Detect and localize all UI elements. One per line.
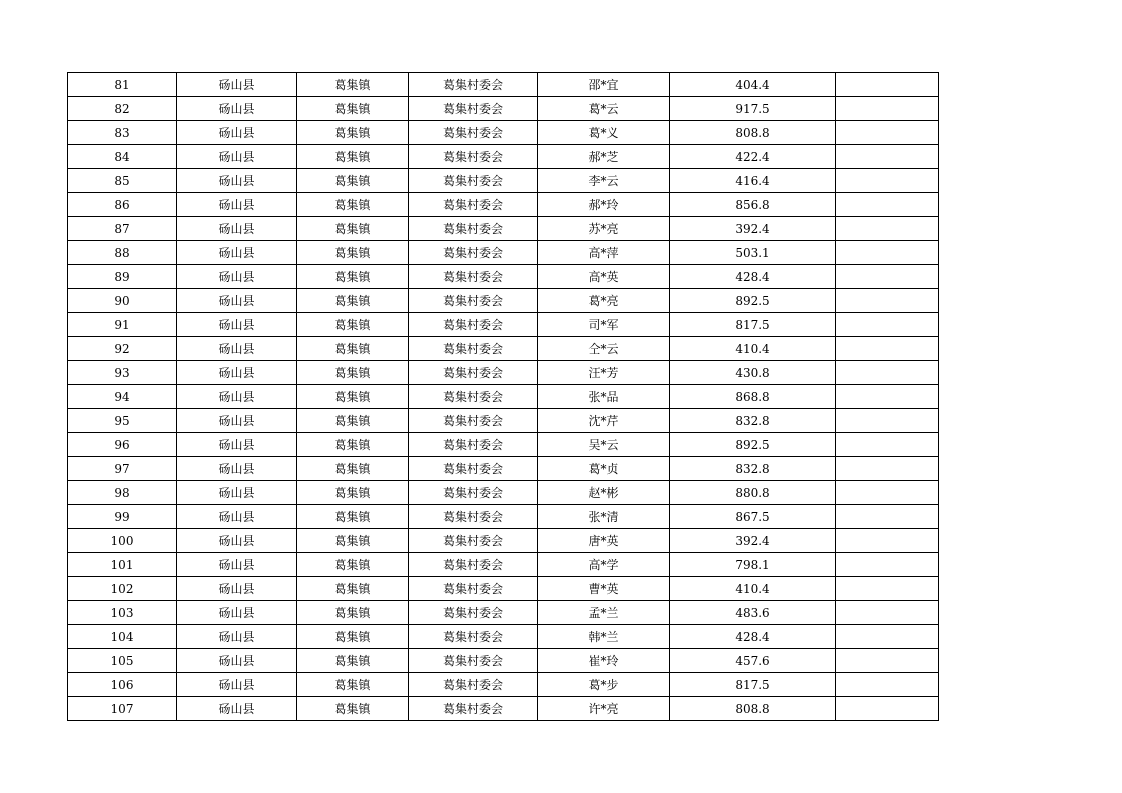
person-name-cell: 吴*云 [538,433,670,457]
village-committee-cell: 葛集村委会 [409,121,538,145]
county-cell: 砀山县 [177,121,297,145]
amount-cell: 392.4 [670,529,836,553]
county-cell: 砀山县 [177,169,297,193]
note-cell [836,289,939,313]
row-number-cell: 104 [68,625,177,649]
person-name-cell: 汪*芳 [538,361,670,385]
person-name-cell: 邵*宜 [538,73,670,97]
table-row [68,697,939,721]
village-committee-cell: 葛集村委会 [409,169,538,193]
village-committee-cell: 葛集村委会 [409,673,538,697]
table-row [68,145,939,169]
county-cell: 砀山县 [177,625,297,649]
table-row [68,601,939,625]
table-row [68,217,939,241]
row-number-cell: 87 [68,217,177,241]
note-cell [836,145,939,169]
village-committee-cell: 葛集村委会 [409,529,538,553]
table-row [68,433,939,457]
village-committee-cell: 葛集村委会 [409,553,538,577]
person-name-cell: 高*英 [538,265,670,289]
row-number-cell: 85 [68,169,177,193]
table-row [68,265,939,289]
note-cell [836,337,939,361]
note-cell [836,217,939,241]
town-cell: 葛集镇 [297,697,409,721]
person-name-cell: 韩*兰 [538,625,670,649]
village-committee-cell: 葛集村委会 [409,337,538,361]
county-cell: 砀山县 [177,193,297,217]
county-cell: 砀山县 [177,73,297,97]
amount-cell: 428.4 [670,625,836,649]
village-committee-cell: 葛集村委会 [409,289,538,313]
amount-cell: 880.8 [670,481,836,505]
row-number-cell: 97 [68,457,177,481]
table-row [68,97,939,121]
amount-cell: 798.1 [670,553,836,577]
note-cell [836,169,939,193]
village-committee-cell: 葛集村委会 [409,361,538,385]
person-name-cell: 张*品 [538,385,670,409]
table-row [68,553,939,577]
table-row [68,625,939,649]
note-cell [836,457,939,481]
row-number-cell: 100 [68,529,177,553]
note-cell [836,649,939,673]
amount-cell: 416.4 [670,169,836,193]
town-cell: 葛集镇 [297,73,409,97]
village-committee-cell: 葛集村委会 [409,73,538,97]
amount-cell: 832.8 [670,457,836,481]
note-cell [836,601,939,625]
amount-cell: 808.8 [670,121,836,145]
table-row [68,361,939,385]
village-committee-cell: 葛集村委会 [409,313,538,337]
village-committee-cell: 葛集村委会 [409,145,538,169]
county-cell: 砀山县 [177,217,297,241]
row-number-cell: 92 [68,337,177,361]
row-number-cell: 88 [68,241,177,265]
amount-cell: 817.5 [670,673,836,697]
row-number-cell: 106 [68,673,177,697]
note-cell [836,529,939,553]
amount-cell: 410.4 [670,577,836,601]
town-cell: 葛集镇 [297,385,409,409]
note-cell [836,97,939,121]
town-cell: 葛集镇 [297,481,409,505]
row-number-cell: 91 [68,313,177,337]
town-cell: 葛集镇 [297,673,409,697]
row-number-cell: 90 [68,289,177,313]
village-committee-cell: 葛集村委会 [409,217,538,241]
row-number-cell: 101 [68,553,177,577]
row-number-cell: 93 [68,361,177,385]
town-cell: 葛集镇 [297,145,409,169]
amount-cell: 917.5 [670,97,836,121]
table-row [68,169,939,193]
amount-cell: 428.4 [670,265,836,289]
note-cell [836,505,939,529]
village-committee-cell: 葛集村委会 [409,409,538,433]
county-cell: 砀山县 [177,673,297,697]
note-cell [836,577,939,601]
amount-cell: 892.5 [670,433,836,457]
person-name-cell: 葛*义 [538,121,670,145]
row-number-cell: 105 [68,649,177,673]
row-number-cell: 81 [68,73,177,97]
town-cell: 葛集镇 [297,265,409,289]
county-cell: 砀山县 [177,553,297,577]
note-cell [836,433,939,457]
row-number-cell: 99 [68,505,177,529]
village-committee-cell: 葛集村委会 [409,625,538,649]
row-number-cell: 107 [68,697,177,721]
note-cell [836,265,939,289]
table-row [68,73,939,97]
town-cell: 葛集镇 [297,553,409,577]
amount-cell: 868.8 [670,385,836,409]
table-row [68,193,939,217]
table-row [68,649,939,673]
person-name-cell: 沈*芹 [538,409,670,433]
county-cell: 砀山县 [177,409,297,433]
note-cell [836,673,939,697]
amount-cell: 808.8 [670,697,836,721]
person-name-cell: 张*清 [538,505,670,529]
town-cell: 葛集镇 [297,217,409,241]
person-name-cell: 郝*芝 [538,145,670,169]
village-committee-cell: 葛集村委会 [409,97,538,121]
row-number-cell: 82 [68,97,177,121]
person-name-cell: 葛*亮 [538,289,670,313]
note-cell [836,481,939,505]
row-number-cell: 89 [68,265,177,289]
village-committee-cell: 葛集村委会 [409,433,538,457]
person-name-cell: 葛*云 [538,97,670,121]
note-cell [836,313,939,337]
person-name-cell: 曹*英 [538,577,670,601]
county-cell: 砀山县 [177,433,297,457]
town-cell: 葛集镇 [297,169,409,193]
county-cell: 砀山县 [177,649,297,673]
row-number-cell: 83 [68,121,177,145]
table-row [68,409,939,433]
row-number-cell: 84 [68,145,177,169]
village-committee-cell: 葛集村委会 [409,385,538,409]
town-cell: 葛集镇 [297,577,409,601]
note-cell [836,385,939,409]
town-cell: 葛集镇 [297,529,409,553]
person-name-cell: 唐*英 [538,529,670,553]
amount-cell: 422.4 [670,145,836,169]
village-committee-cell: 葛集村委会 [409,481,538,505]
row-number-cell: 95 [68,409,177,433]
village-committee-cell: 葛集村委会 [409,241,538,265]
county-cell: 砀山县 [177,289,297,313]
town-cell: 葛集镇 [297,505,409,529]
amount-cell: 404.4 [670,73,836,97]
town-cell: 葛集镇 [297,193,409,217]
note-cell [836,361,939,385]
town-cell: 葛集镇 [297,361,409,385]
county-cell: 砀山县 [177,457,297,481]
amount-cell: 867.5 [670,505,836,529]
note-cell [836,409,939,433]
town-cell: 葛集镇 [297,409,409,433]
amount-cell: 430.8 [670,361,836,385]
table-row [68,313,939,337]
note-cell [836,241,939,265]
person-name-cell: 仝*云 [538,337,670,361]
note-cell [836,73,939,97]
amount-cell: 856.8 [670,193,836,217]
village-committee-cell: 葛集村委会 [409,193,538,217]
town-cell: 葛集镇 [297,241,409,265]
data-table [67,72,939,721]
person-name-cell: 司*军 [538,313,670,337]
town-cell: 葛集镇 [297,457,409,481]
note-cell [836,193,939,217]
town-cell: 葛集镇 [297,121,409,145]
village-committee-cell: 葛集村委会 [409,601,538,625]
county-cell: 砀山县 [177,481,297,505]
county-cell: 砀山县 [177,313,297,337]
county-cell: 砀山县 [177,601,297,625]
county-cell: 砀山县 [177,577,297,601]
table-row [68,121,939,145]
county-cell: 砀山县 [177,337,297,361]
person-name-cell: 苏*亮 [538,217,670,241]
person-name-cell: 许*亮 [538,697,670,721]
table-row [68,577,939,601]
amount-cell: 503.1 [670,241,836,265]
table-row [68,241,939,265]
county-cell: 砀山县 [177,385,297,409]
amount-cell: 483.6 [670,601,836,625]
person-name-cell: 赵*彬 [538,481,670,505]
town-cell: 葛集镇 [297,313,409,337]
note-cell [836,553,939,577]
amount-cell: 410.4 [670,337,836,361]
person-name-cell: 葛*贞 [538,457,670,481]
county-cell: 砀山县 [177,97,297,121]
table-row [68,289,939,313]
table-row [68,337,939,361]
county-cell: 砀山县 [177,529,297,553]
person-name-cell: 郝*玲 [538,193,670,217]
row-number-cell: 96 [68,433,177,457]
table-row [68,457,939,481]
table-row [68,673,939,697]
amount-cell: 817.5 [670,313,836,337]
county-cell: 砀山县 [177,241,297,265]
county-cell: 砀山县 [177,265,297,289]
county-cell: 砀山县 [177,505,297,529]
person-name-cell: 孟*兰 [538,601,670,625]
person-name-cell: 高*萍 [538,241,670,265]
county-cell: 砀山县 [177,361,297,385]
person-name-cell: 李*云 [538,169,670,193]
row-number-cell: 94 [68,385,177,409]
town-cell: 葛集镇 [297,97,409,121]
town-cell: 葛集镇 [297,649,409,673]
village-committee-cell: 葛集村委会 [409,577,538,601]
note-cell [836,121,939,145]
row-number-cell: 98 [68,481,177,505]
town-cell: 葛集镇 [297,289,409,313]
village-committee-cell: 葛集村委会 [409,697,538,721]
town-cell: 葛集镇 [297,601,409,625]
county-cell: 砀山县 [177,145,297,169]
village-committee-cell: 葛集村委会 [409,649,538,673]
town-cell: 葛集镇 [297,433,409,457]
table-body [68,73,939,721]
amount-cell: 832.8 [670,409,836,433]
amount-cell: 392.4 [670,217,836,241]
table-row [68,505,939,529]
note-cell [836,697,939,721]
row-number-cell: 103 [68,601,177,625]
village-committee-cell: 葛集村委会 [409,265,538,289]
person-name-cell: 高*学 [538,553,670,577]
county-cell: 砀山县 [177,697,297,721]
table-row [68,481,939,505]
table-row [68,529,939,553]
person-name-cell: 崔*玲 [538,649,670,673]
village-committee-cell: 葛集村委会 [409,505,538,529]
note-cell [836,625,939,649]
person-name-cell: 葛*步 [538,673,670,697]
village-committee-cell: 葛集村委会 [409,457,538,481]
row-number-cell: 102 [68,577,177,601]
town-cell: 葛集镇 [297,337,409,361]
amount-cell: 457.6 [670,649,836,673]
amount-cell: 892.5 [670,289,836,313]
town-cell: 葛集镇 [297,625,409,649]
row-number-cell: 86 [68,193,177,217]
table-row [68,385,939,409]
